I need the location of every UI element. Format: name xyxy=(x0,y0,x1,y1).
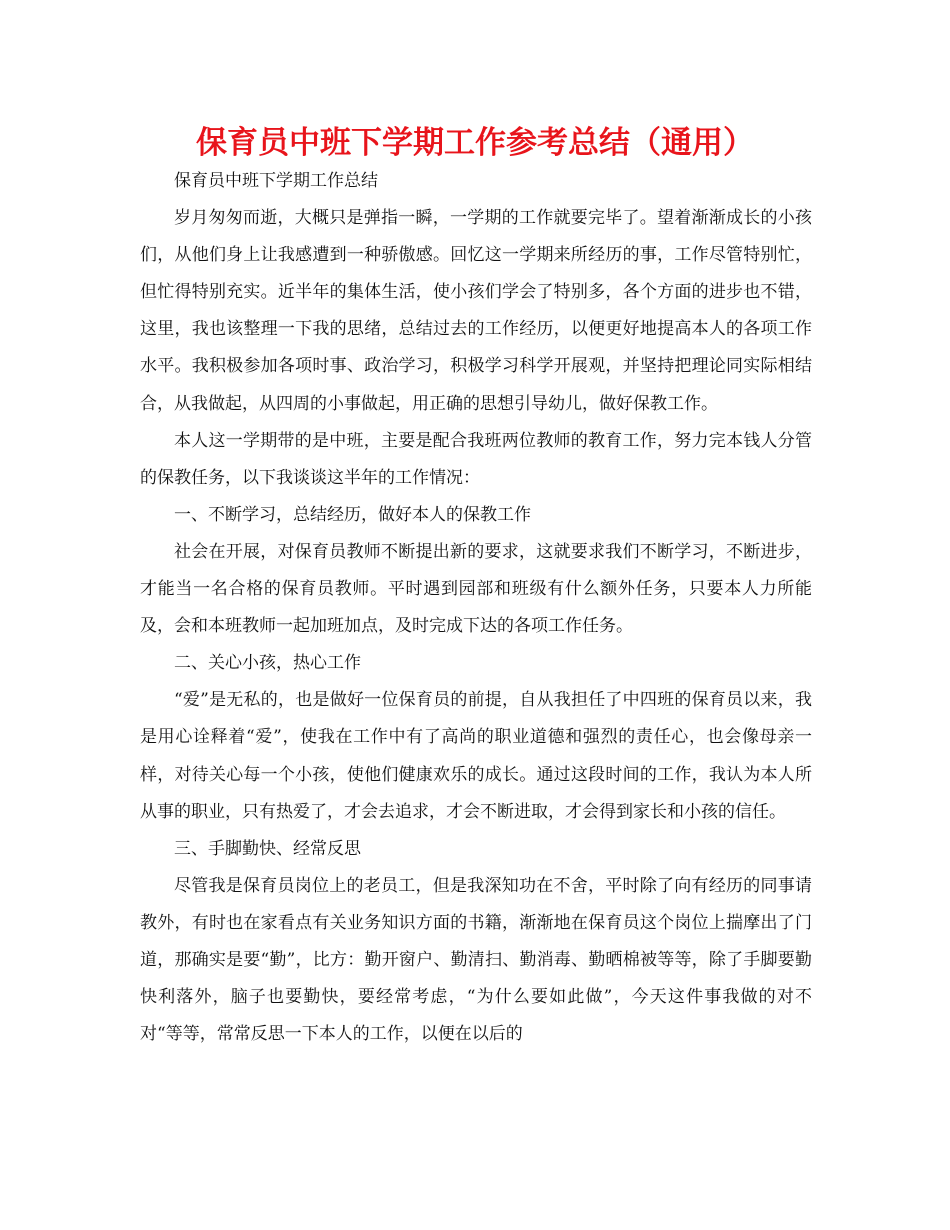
overview-paragraph: 本人这一学期带的是中班，主要是配合我班两位教师的教育工作，努力完本钱人分管的保教任务，以下我谈谈这半年的工作情况： xyxy=(140,430,812,488)
section-heading-2: 二、关心小孩，热心工作 xyxy=(174,653,361,674)
section-2-paragraph: “爱”是无私的，也是做好一位保育员的前提，自从我担任了中四班的保育员以来，我是用心诠释着“爱”，使我在工作中有了高尚的职业道德和强烈的责任心，也会像母亲一样，对待关心每一个小孩，使他们健康欢乐的成长。通过这段时间的工作，我认为本人所从事的职业，只有热爱了，才会去追求，才会不断进取，才会得到家长和小孩的信任。 xyxy=(140,690,812,822)
section-heading-1: 一、不断学习，总结经历，做好本人的保教工作 xyxy=(174,504,531,525)
document-title: 保育员中班下学期工作参考总结（通用） xyxy=(196,125,754,161)
section-1-paragraph: 社会在开展，对保育员教师不断提出新的要求，这就要求我们不断学习，不断进步，才能当一名合格的保育员教师。平时遇到园部和班级有什么额外任务，只要本人力所能及，会和本班教师一起加班加点，及时完成下达的各项工作任务。 xyxy=(140,541,812,637)
document-body xyxy=(140,163,812,1053)
section-3-paragraph: 尽管我是保育员岗位上的老员工，但是我深知功在不舍，平时除了向有经历的同事请教外，有时也在家看点有关业务知识方面的书籍，渐渐地在保育员这个岗位上揣摩出了门道，那确实是要“勤”，比方：勤开窗户、勤清扫、勤消毒、勤晒棉被等等，除了手脚要勤快利落外，脑子也要勤快，要经常考虑，“为什么要如此做”，今天这件事我做的对不对“等等，常常反思一下本人的工作，以便在以后的 xyxy=(140,875,812,1045)
intro-paragraph: 岁月匆匆而逝，大概只是弹指一瞬，一学期的工作就要完毕了。望着渐渐成长的小孩们，从他们身上让我感遭到一种骄傲感。回忆这一学期来所经历的事，工作尽管特别忙，但忙得特别充实。近半年的集体生活，使小孩们学会了特别多，各个方面的进步也不错，这里，我也该整理一下我的思绪，总结过去的工作经历，以便更好地提高本人的各项工作水平。我积极参加各项时事、政治学习，积极学习科学开展观，并坚持把理论同实际相结合，从我做起，从四周的小事做起，用正确的思想引导幼儿，做好保教工作。 xyxy=(140,208,812,414)
subtitle-paragraph: 保育员中班下学期工作总结 xyxy=(174,171,378,191)
section-heading-3: 三、手脚勤快、经常反思 xyxy=(174,838,361,859)
